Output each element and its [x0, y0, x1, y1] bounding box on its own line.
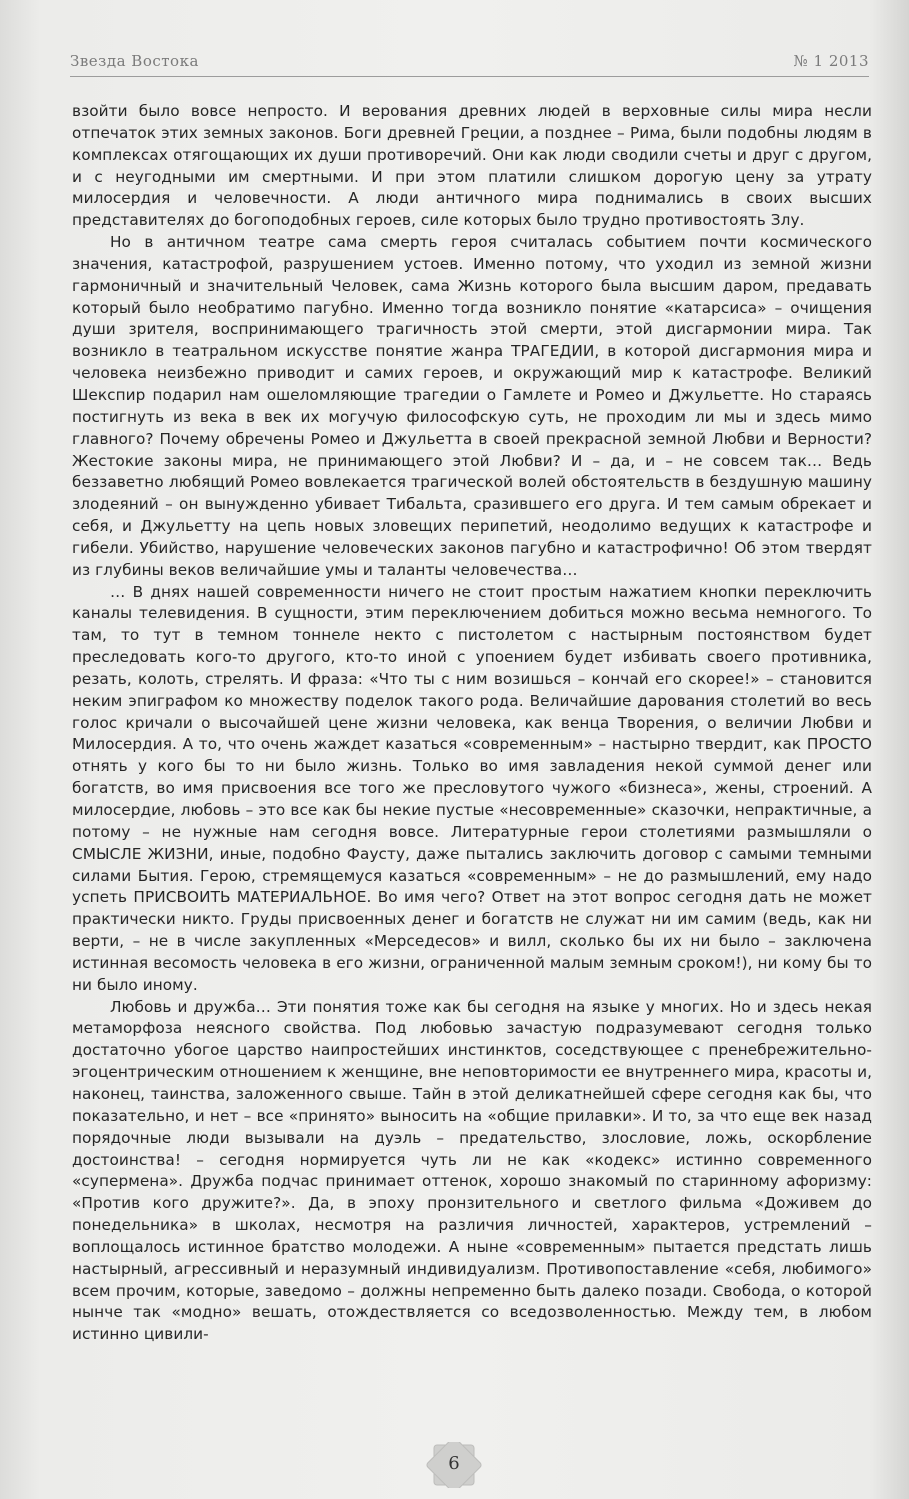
- paragraph: взойти было вовсе непросто. И верования древних людей в верховные силы мира несли отпечаток этих земных законов. Боги древней Греции, а позднее – Рима, были подобны людям в комплексах отягощающих их души противоречий. Они как люди сводили счеты и друг с другом, и с неугодными им смертными. И при этом платили слишком дорогую цену за утрату милосердия и человечности. А люди античного мира поднимались в своих высших представителях до богоподобных героев, силе которых было трудно противостоять Злу.: [72, 102, 872, 230]
- page-number-ornament: [424, 1442, 484, 1488]
- header-divider: [70, 76, 869, 77]
- issue-number: № 1 2013: [793, 52, 869, 70]
- journal-title: Звезда Востока: [70, 52, 199, 70]
- paragraph: … В днях нашей современности ничего не стоит простым нажатием кнопки переключить каналы телевидения. В сущности, этим переключением добиться можно весьма немногого. То там, то тут в темном тоннеле некто с пистолетом с настырным постоянством будет преследовать кого-то другого, кто-то иной с упоением будет избивать своего противника, резать, колоть, стрелять. И фраза: «Что ты с ним возишься – кончай его скорее!» – становится неким эпиграфом ко множеству поделок такого рода. Величайшие дарования столетий во весь голос кричали о высочайшей цене жизни человека, как венца Творения, о величии Любви и Милосердия. А то, что очень жаждет казаться «современным» – настырно твердит, как ПРОСТО отнять у кого бы то ни было жизнь. Только во имя завладения некой суммой денег или богатств, во имя присвоения все того же пресловутого чужого «бизнеса», жены, строений. А милосердие, любовь – это все как бы некие пустые «несовременные» сказочки, непрактичные, а потому – не нужные нам сегодня вовсе. Литературные герои столетиями размышляли о СМЫСЛЕ ЖИЗНИ, иные, подобно Фаусту, даже пытались заключить договор с самыми темными силами Бытия. Герою, стремящемуся казаться «современным» – не до размышлений, ему надо успеть ПРИСВОИТЬ МАТЕРИАЛЬНОЕ. Во имя чего? Ответ на этот вопрос сегодня дать не может практически никто. Груды присвоенных денег и богатств не служат ни им самим (ведь, как ни верти, – не в числе закупленных «Мерседесов» и вилл, сколько бы их ни было – заключена истинная весомость человека в его жизни, ограниченной малым земным сроком!), ни кому бы то ни было иному.: [72, 582, 872, 994]
- page-number: 6: [448, 1453, 460, 1474]
- paragraph: Но в античном театре сама смерть героя считалась событием почти космического значения, катастрофой, разрушением устоев. Именно потому, что уходил из земной жизни гармоничный и значительный Человек, сама Жизнь которого была высшим даром, предавать который было необратимо пагубно. Именно тогда возникло понятие «катарсиса» – очищения души зрителя, воспринимающего трагичность этой смерти, этой дисгармонии мира. Так возникло в театральном искусстве понятие жанра ТРАГЕДИИ, в которой дисгармония мира и человека неизбежно приводит и самих героев, и окружающий мир к катастрофе. Великий Шекспир подарил нам ошеломляющие трагедии о Гамлете и Ромео и Джульетте. Но стараясь постигнуть из века в век их могучую философскую суть, не проходим ли мы и здесь мимо главного? Почему обречены Ромео и Джульетта в своей прекрасной земной Любви и Верности? Жестокие законы мира, не принимающего этой Любви? И – да, и – не совсем так… Ведь беззаветно любящий Ромео вовлекается трагической волей обстоятельств в бездушную машину злодеяний – он вынужденно убивает Тибальта, сразившего его друга. И тем самым обрекает и себя, и Джульетту на цепь новых зловещих перипетий, неодолимо ведущих к катастрофе и гибели. Убийство, нарушение человеческих законов пагубно и катастрофично! Об этом твердят из глубины веков величайшие умы и таланты человечества…: [72, 233, 872, 579]
- running-header: [70, 52, 869, 78]
- article-body: [72, 101, 872, 1346]
- paragraph: Любовь и дружба… Эти понятия тоже как бы сегодня на языке у многих. Но и здесь некая метаморфоза неясного свойства. Под любовью зачастую подразумевают сегодня только достаточно убогое царство наипростейших инстинктов, соседствующее с пренебрежительно-эгоцентрическим отношением к женщине, вне неповторимости ее внутреннего мира, красоты и, наконец, таинства, заложенного свыше. Тайн в этой деликатнейшей сфере сегодня как бы, что показательно, и нет – все «принято» выносить на «общие прилавки». И то, за что еще век назад порядочные люди вызывали на дуэль – предательство, злословие, ложь, оскорбление достоинства! – сегодня нормируется чуть ли не как «кодекс» истинно современного «супермена». Дружба подчас принимает оттенок, хорошо знакомый по старинному афоризму: «Против кого дружите?». Да, в эпоху пронзительного и светлого фильма «Доживем до понедельника» в школах, несмотря на различия личностей, характеров, устремлений – воплощалось истинное братство молодежи. А ныне «современным» пытается предстать лишь настырный, агрессивный и неразумный индивидуализм. Противопоставление «себя, любимого» всем прочим, которые, заведомо – должны непременно быть далеко позади. Свобода, о которой нынче так «модно» вешать, отождествляется со вседозволенностью. Между тем, в любом истинно цивили-: [72, 997, 872, 1344]
